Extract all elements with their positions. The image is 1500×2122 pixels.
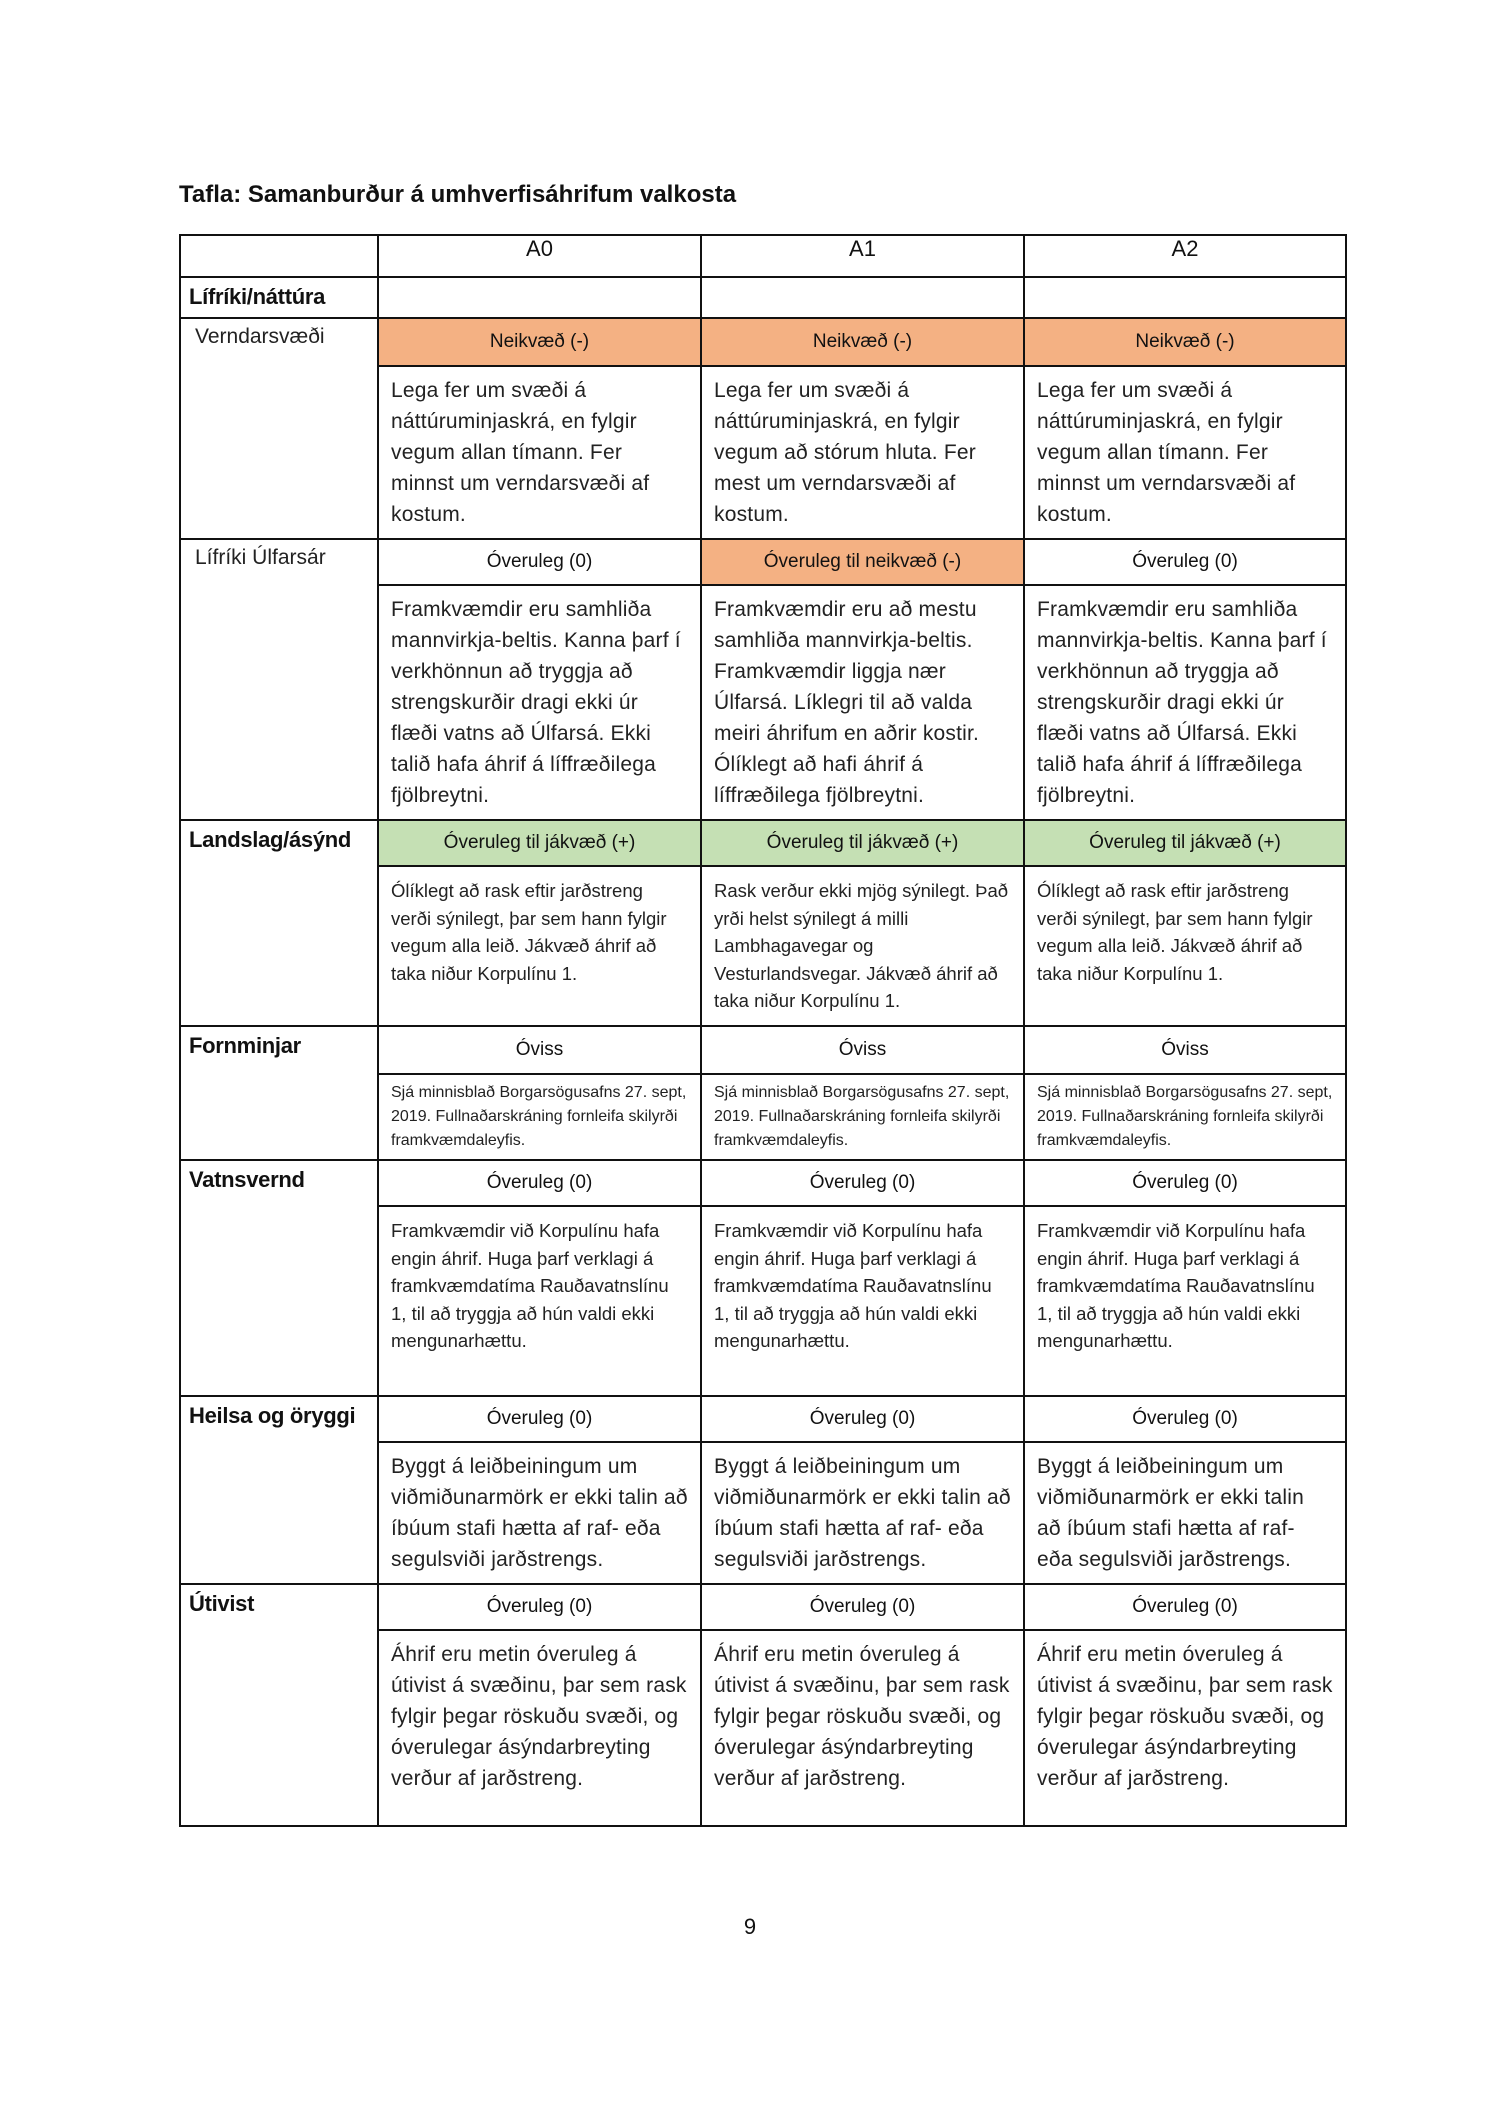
column-header-a1: A1 <box>701 235 1024 277</box>
column-header-a2: A2 <box>1024 235 1346 277</box>
empty-cell <box>1024 277 1346 318</box>
description-cell: Framkvæmdir við Korpulínu hafa engin áhrif. Huga þarf verklagi á framkvæmdatíma Rauðavatnslínu 1, til að tryggja að hún valdi ekki mengunarhættu. <box>378 1206 701 1396</box>
table-row <box>180 1160 1346 1206</box>
verdict-cell: Neikvæð (-) <box>701 318 1024 366</box>
header-row <box>180 235 1346 277</box>
description-cell: Áhrif eru metin óveruleg á útivist á svæðinu, þar sem rask fylgir þegar röskuðu svæði, og óverulegar ásýndarbreyting verður af jarðstreng. <box>378 1630 701 1826</box>
description-cell: Framkvæmdir eru samhliða mannvirkja-beltis. Kanna þarf í verkhönnun að tryggja að strengskurðir dragi ekki úr flæði vatns að Úlfarsá. Ekki talið hafa áhrif á líffræðilega fjölbreytni. <box>378 585 701 820</box>
subcategory-label: Lífríki Úlfarsár <box>180 539 378 820</box>
table-row <box>180 318 1346 366</box>
verdict-cell: Óveruleg (0) <box>701 1160 1024 1206</box>
column-header-a0: A0 <box>378 235 701 277</box>
description-cell: Framkvæmdir eru að mestu samhliða mannvirkja-beltis. Framkvæmdir liggja nær Úlfarsá. Líklegri til að valda meiri áhrifum en aðrir kostir. Ólíklegt að hafi áhrif á líffræðilega fjölbreytni. <box>701 585 1024 820</box>
description-cell: Rask verður ekki mjög sýnilegt. Það yrði helst sýnilegt á milli Lambhagavegar og Vesturlandsvegar. Jákvæð áhrif að taka niður Korpulínu 1. <box>701 866 1024 1026</box>
description-cell: Byggt á leiðbeiningum um viðmiðunarmörk er ekki talin að íbúum stafi hætta af raf- eða segulsviði jarðstrengs. <box>1024 1442 1346 1584</box>
verdict-cell: Óviss <box>701 1026 1024 1074</box>
category-label: Útivist <box>180 1584 378 1826</box>
comparison-table <box>179 234 1347 1827</box>
description-cell: Byggt á leiðbeiningum um viðmiðunarmörk er ekki talin að íbúum stafi hætta af raf- eða segulsviði jarðstrengs. <box>701 1442 1024 1584</box>
table-row <box>180 1026 1346 1074</box>
empty-cell <box>701 277 1024 318</box>
verdict-cell: Óveruleg (0) <box>701 1396 1024 1442</box>
table-row <box>180 1396 1346 1442</box>
description-cell: Sjá minnisblað Borgarsögusafns 27. sept, 2019. Fullnaðarskráning fornleifa skilyrði framkvæmdaleyfis. <box>701 1074 1024 1160</box>
verdict-cell: Óveruleg (0) <box>701 1584 1024 1630</box>
description-cell: Framkvæmdir eru samhliða mannvirkja-beltis. Kanna þarf í verkhönnun að tryggja að strengskurðir dragi ekki úr flæði vatns að Úlfarsá. Ekki talið hafa áhrif á líffræðilega fjölbreytni. <box>1024 585 1346 820</box>
page-number: 9 <box>743 1914 757 1939</box>
verdict-cell: Óveruleg (0) <box>1024 1584 1346 1630</box>
verdict-cell: Óveruleg (0) <box>378 539 701 585</box>
header-corner <box>180 235 378 277</box>
table-title: Tafla: Samanburður á umhverfisáhrifum valkosta <box>179 181 737 208</box>
description-cell: Ólíklegt að rask eftir jarðstreng verði sýnilegt, þar sem hann fylgir vegum alla leið. Jákvæð áhrif að taka niður Korpulínu 1. <box>378 866 701 1026</box>
verdict-cell: Óveruleg (0) <box>378 1584 701 1630</box>
verdict-cell: Óveruleg til jákvæð (+) <box>378 820 701 866</box>
description-cell: Sjá minnisblað Borgarsögusafns 27. sept, 2019. Fullnaðarskráning fornleifa skilyrði framkvæmdaleyfis. <box>378 1074 701 1160</box>
verdict-cell: Óveruleg til neikvæð (-) <box>701 539 1024 585</box>
verdict-cell: Óveruleg (0) <box>1024 1160 1346 1206</box>
description-cell: Lega fer um svæði á náttúruminjaskrá, en fylgir vegum allan tímann. Fer minnst um verndarsvæði af kostum. <box>1024 366 1346 539</box>
verdict-cell: Óveruleg (0) <box>378 1160 701 1206</box>
verdict-cell: Óveruleg til jákvæð (+) <box>1024 820 1346 866</box>
verdict-cell: Óviss <box>378 1026 701 1074</box>
category-label: Lífríki/náttúra <box>180 277 378 318</box>
verdict-cell: Óveruleg (0) <box>1024 539 1346 585</box>
category-label: Landslag/ásýnd <box>180 820 378 1026</box>
table-row <box>180 1584 1346 1630</box>
verdict-cell: Neikvæð (-) <box>378 318 701 366</box>
description-cell: Framkvæmdir við Korpulínu hafa engin áhrif. Huga þarf verklagi á framkvæmdatíma Rauðavatnslínu 1, til að tryggja að hún valdi ekki mengunarhættu. <box>1024 1206 1346 1396</box>
description-cell: Sjá minnisblað Borgarsögusafns 27. sept, 2019. Fullnaðarskráning fornleifa skilyrði framkvæmdaleyfis. <box>1024 1074 1346 1160</box>
description-cell: Áhrif eru metin óveruleg á útivist á svæðinu, þar sem rask fylgir þegar röskuðu svæði, og óverulegar ásýndarbreyting verður af jarðstreng. <box>701 1630 1024 1826</box>
description-cell: Lega fer um svæði á náttúruminjaskrá, en fylgir vegum allan tímann. Fer minnst um verndarsvæði af kostum. <box>378 366 701 539</box>
description-cell: Ólíklegt að rask eftir jarðstreng verði sýnilegt, þar sem hann fylgir vegum alla leið. Jákvæð áhrif að taka niður Korpulínu 1. <box>1024 866 1346 1026</box>
description-cell: Áhrif eru metin óveruleg á útivist á svæðinu, þar sem rask fylgir þegar röskuðu svæði, og óverulegar ásýndarbreyting verður af jarðstreng. <box>1024 1630 1346 1826</box>
subcategory-label: Verndarsvæði <box>180 318 378 539</box>
table-row <box>180 539 1346 585</box>
verdict-cell: Óveruleg (0) <box>378 1396 701 1442</box>
description-cell: Framkvæmdir við Korpulínu hafa engin áhrif. Huga þarf verklagi á framkvæmdatíma Rauðavatnslínu 1, til að tryggja að hún valdi ekki mengunarhættu. <box>701 1206 1024 1396</box>
description-cell: Byggt á leiðbeiningum um viðmiðunarmörk er ekki talin að íbúum stafi hætta af raf- eða segulsviði jarðstrengs. <box>378 1442 701 1584</box>
verdict-cell: Óveruleg til jákvæð (+) <box>701 820 1024 866</box>
description-cell: Lega fer um svæði á náttúruminjaskrá, en fylgir vegum að stórum hluta. Fer mest um verndarsvæði af kostum. <box>701 366 1024 539</box>
verdict-cell: Óveruleg (0) <box>1024 1396 1346 1442</box>
empty-cell <box>378 277 701 318</box>
category-label: Heilsa og öryggi <box>180 1396 378 1584</box>
table-row <box>180 277 1346 318</box>
verdict-cell: Neikvæð (-) <box>1024 318 1346 366</box>
verdict-cell: Óviss <box>1024 1026 1346 1074</box>
category-label: Fornminjar <box>180 1026 378 1160</box>
table-row <box>180 820 1346 866</box>
category-label: Vatnsvernd <box>180 1160 378 1396</box>
